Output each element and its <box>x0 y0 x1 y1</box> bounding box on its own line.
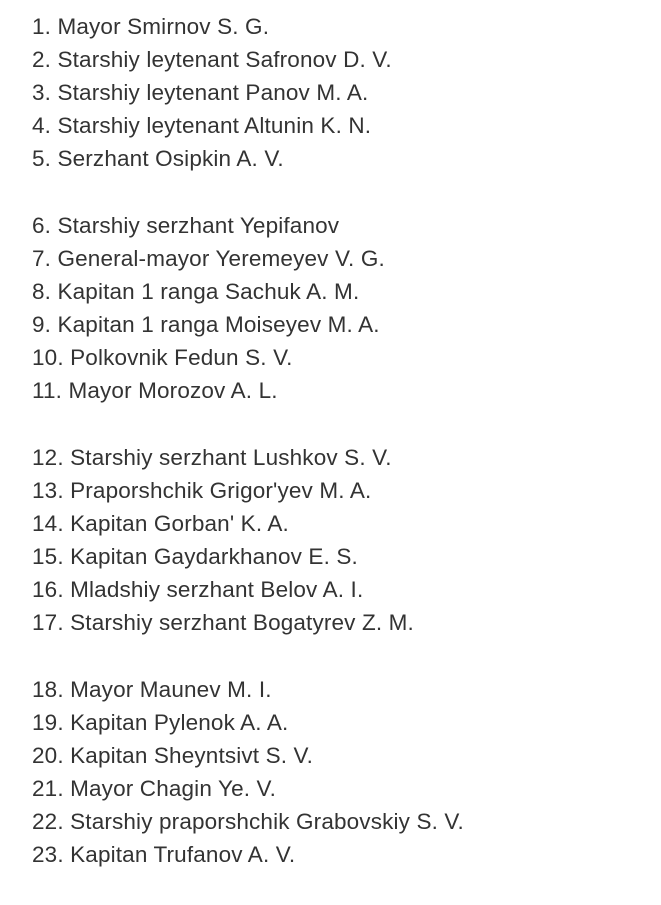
list-item: 4. Starshiy leytenant Altunin K. N. <box>32 113 372 138</box>
list-group <box>32 10 651 175</box>
list-item: 10. Polkovnik Fedun S. V. <box>32 345 293 370</box>
list-item: 23. Kapitan Trufanov A. V. <box>32 842 296 867</box>
list-item: 7. General-mayor Yeremeyev V. G. <box>32 246 385 271</box>
list-item: 1. Mayor Smirnov S. G. <box>32 14 270 39</box>
list-item: 16. Mladshiy serzhant Belov A. I. <box>32 577 364 602</box>
list-item: 12. Starshiy serzhant Lushkov S. V. <box>32 445 392 470</box>
list-group <box>32 441 651 639</box>
list-item: 19. Kapitan Pylenok A. A. <box>32 710 289 735</box>
list-group <box>32 209 651 407</box>
list-item: 5. Serzhant Osipkin A. V. <box>32 146 284 171</box>
list-item: 2. Starshiy leytenant Safronov D. V. <box>32 47 392 72</box>
list-item: 18. Mayor Maunev M. I. <box>32 677 272 702</box>
list-item: 22. Starshiy praporshchik Grabovskiy S. V. <box>32 809 464 834</box>
list-item: 21. Mayor Chagin Ye. V. <box>32 776 277 801</box>
list-item: 20. Kapitan Sheyntsivt S. V. <box>32 743 314 768</box>
list-item: 13. Praporshchik Grigor'yev M. A. <box>32 478 372 503</box>
list-item: 11. Mayor Morozov A. L. <box>32 378 278 403</box>
list-item: 15. Kapitan Gaydarkhanov E. S. <box>32 544 358 569</box>
personnel-list <box>32 10 651 905</box>
list-item: 17. Starshiy serzhant Bogatyrev Z. M. <box>32 610 414 635</box>
list-item: 3. Starshiy leytenant Panov M. A. <box>32 80 369 105</box>
list-item: 6. Starshiy serzhant Yepifanov <box>32 213 340 238</box>
list-group <box>32 673 651 871</box>
list-item: 14. Kapitan Gorban' K. A. <box>32 511 289 536</box>
list-item: 9. Kapitan 1 ranga Moiseyev M. A. <box>32 312 380 337</box>
list-item: 8. Kapitan 1 ranga Sachuk A. M. <box>32 279 360 304</box>
